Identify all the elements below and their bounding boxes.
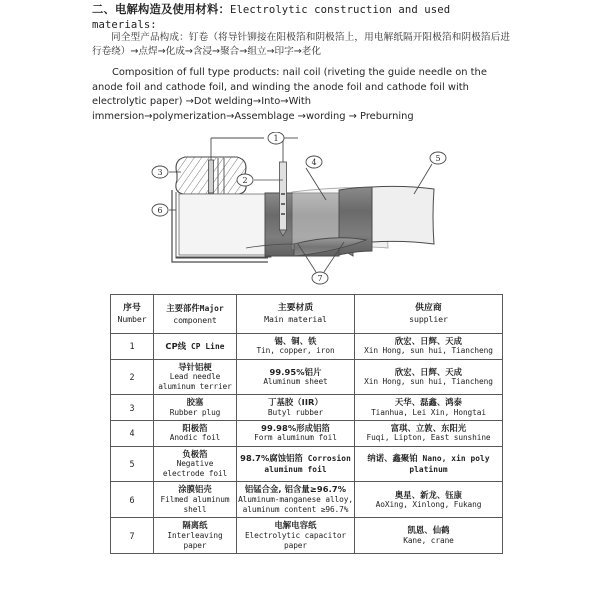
cell-component-en: Anodic foil <box>169 433 221 443</box>
table-row <box>111 518 503 554</box>
cell-component <box>154 395 237 421</box>
column-header-material-cn: 主要材质 <box>277 303 314 314</box>
svg-text:6: 6 <box>157 206 163 215</box>
cell-supplier-cn: 奥星、新龙、钰康 <box>394 489 463 500</box>
cell-number: 3 <box>111 395 154 421</box>
callout-6 <box>152 204 168 216</box>
cell-supplier-en: Kane, crane <box>403 535 454 545</box>
cell-component <box>154 482 237 518</box>
cell-component <box>154 446 237 482</box>
cell-material-cn: 99.95%铝片 <box>269 366 322 377</box>
cell-supplier <box>355 334 503 360</box>
capacitor-cross-section-figure <box>146 132 466 292</box>
table-row <box>111 446 503 482</box>
column-header-number-cn: 序号 <box>123 303 141 314</box>
cell-supplier-cn: 天华、磊鑫、鸿泰 <box>394 397 463 408</box>
cell-material <box>237 446 355 482</box>
cell-component <box>154 518 237 554</box>
cell-supplier <box>355 482 503 518</box>
cell-supplier-cn: 凯恩、仙鹤 <box>407 525 450 536</box>
cell-number: 7 <box>111 518 154 554</box>
lead-needle-left <box>209 160 214 198</box>
cell-supplier-en: Xin Hong, sun hui, Tiancheng <box>364 346 493 356</box>
cell-component-cn: CP线 <box>165 340 187 351</box>
section-heading-english: Electrolytic construction and used materials: <box>92 4 451 31</box>
cell-material <box>237 482 355 518</box>
column-header-component <box>154 295 237 334</box>
chinese-body-paragraph: 同全型产品构成：钉卷（将导针铆接在阳极箔和阴极箔上，用电解纸隔开阳极箔和阴极箔后进行卷绕）→点焊→化成→含浸→聚合→组立→印字→老化 <box>92 32 510 58</box>
cell-material-cn: 98.7%腐蚀铝箔 <box>240 452 303 463</box>
cell-number: 5 <box>111 446 154 482</box>
cell-component-inline <box>155 341 235 352</box>
cell-material-en: Aluminum-manganese alloy, aluminum content ≥96.7% <box>238 494 353 515</box>
table-row <box>111 395 503 421</box>
cell-component-en: Interleaving paper <box>167 530 223 550</box>
cell-component-cn: 胶塞 <box>186 397 204 408</box>
column-header-supplier-en: supplier <box>409 314 448 325</box>
materials-spec-table <box>110 294 503 554</box>
cell-material-cn: 电解电容纸 <box>274 520 317 531</box>
cell-component-en: Rubber plug <box>169 407 221 417</box>
cell-material-cn: 丁基胶（IIR） <box>268 397 323 408</box>
cell-number: 1 <box>111 334 154 360</box>
table-header-row <box>111 295 503 334</box>
aluminum-shell <box>172 190 271 262</box>
column-header-number-en: Number <box>117 314 147 325</box>
cell-number: 2 <box>111 359 154 395</box>
cell-number: 6 <box>111 482 154 518</box>
callout-1 <box>268 132 284 144</box>
cell-component-en: Lead needle aluminum terrier <box>158 372 232 392</box>
english-body-paragraph: Composition of full type products: nail coil (riveting the guide needle on the anode foil and cathode foil, and winding the anode foil and cathode foil with electrolytic paper) →Dot welding→Into→With immersion→polymerization→Assemblage →wording → Preburning <box>92 67 487 122</box>
table-row <box>111 334 503 360</box>
cell-material <box>237 395 355 421</box>
cell-component-cn: 导针铝梗 <box>178 361 212 372</box>
cell-material-cn: 锡、铜、铁 <box>274 336 317 346</box>
capacitor-diagram-svg <box>146 132 466 292</box>
callout-4 <box>306 156 322 168</box>
cell-material-en: Electrolytic capacitor paper <box>244 530 347 550</box>
table-body <box>111 334 503 554</box>
cell-supplier <box>355 518 503 554</box>
cell-material-en: Corrosion aluminum foil <box>264 453 351 475</box>
cell-supplier <box>355 446 503 482</box>
section-heading-chinese: 二、电解构造及使用材料： <box>92 3 230 16</box>
cell-supplier-en: Fuqi, Lipton, East sunshine <box>366 433 491 443</box>
cell-supplier-cn: 富琪、立敦、东阳光 <box>390 423 467 434</box>
cell-material-inline <box>238 453 353 476</box>
cell-component-cn: 负极箔 <box>182 448 208 459</box>
column-header-number <box>111 295 154 334</box>
column-header-supplier-cn: 供应商 <box>415 303 442 314</box>
callout-3 <box>152 166 168 178</box>
cell-material-cn: 铝锰合金, 铝含量≥96.7% <box>244 484 347 495</box>
cell-component-cn: 阳极箔 <box>182 423 208 434</box>
cell-material <box>237 359 355 395</box>
table-header <box>111 295 503 334</box>
cell-supplier-en: AoXing, Xinlong, Fukang <box>375 499 482 509</box>
cell-material <box>237 334 355 360</box>
column-header-material-en: Main material <box>264 314 327 325</box>
cell-component-en: Filmed aluminum shell <box>160 494 230 515</box>
cell-material <box>237 518 355 554</box>
table-row <box>111 482 503 518</box>
cell-supplier-inline <box>356 453 501 476</box>
cell-material-en: Butyl rubber <box>267 407 324 417</box>
cell-material-cn: 99.98%形成铝箔 <box>261 423 330 434</box>
column-header-component-line2: component <box>173 314 217 325</box>
lead-needle-right <box>280 162 287 236</box>
svg-text:4: 4 <box>311 158 317 167</box>
cell-supplier-cn: 欣宏、日辉、天成 <box>394 366 463 377</box>
svg-text:3: 3 <box>157 168 163 177</box>
cell-component <box>154 334 237 360</box>
cell-supplier <box>355 359 503 395</box>
svg-text:7: 7 <box>317 274 323 283</box>
cell-component-en: Negative electrode foil <box>162 459 228 479</box>
section-heading <box>92 3 512 32</box>
cell-component-en: CP Line <box>186 341 225 351</box>
cell-material-en: Aluminum sheet <box>263 377 328 387</box>
cell-component <box>154 421 237 447</box>
table-row <box>111 421 503 447</box>
column-header-supplier <box>355 295 503 334</box>
column-header-component-line1: 主要部件Major <box>166 302 224 313</box>
svg-text:5: 5 <box>435 154 441 163</box>
cell-supplier-en: Tianhua, Lei Xin, Hongtai <box>371 407 486 417</box>
cell-material <box>237 421 355 447</box>
cell-supplier <box>355 421 503 447</box>
callout-7 <box>312 272 328 284</box>
cell-number: 4 <box>111 421 154 447</box>
callout-5 <box>430 152 446 164</box>
column-header-material <box>237 295 355 334</box>
callout-2 <box>237 174 253 186</box>
table-row <box>111 359 503 395</box>
cell-component-cn: 隔离纸 <box>182 520 208 531</box>
cell-supplier-cn: 纳诺、鑫聚铂 <box>367 452 418 463</box>
cell-material-en: Tin, copper, iron <box>256 346 335 356</box>
cell-supplier-cn: 欣宏、日辉、天成 <box>394 336 463 346</box>
cell-supplier <box>355 395 503 421</box>
cell-material-en: Form aluminum foil <box>254 433 337 443</box>
cell-supplier-en: Nano, xin poly platinum <box>409 453 490 475</box>
svg-text:1: 1 <box>273 134 279 143</box>
svg-text:2: 2 <box>242 176 248 185</box>
cell-component-cn: 涂膜铝壳 <box>178 484 212 495</box>
cell-supplier-en: Xin Hong, sun hui, Tiancheng <box>364 377 493 387</box>
cell-component <box>154 359 237 395</box>
